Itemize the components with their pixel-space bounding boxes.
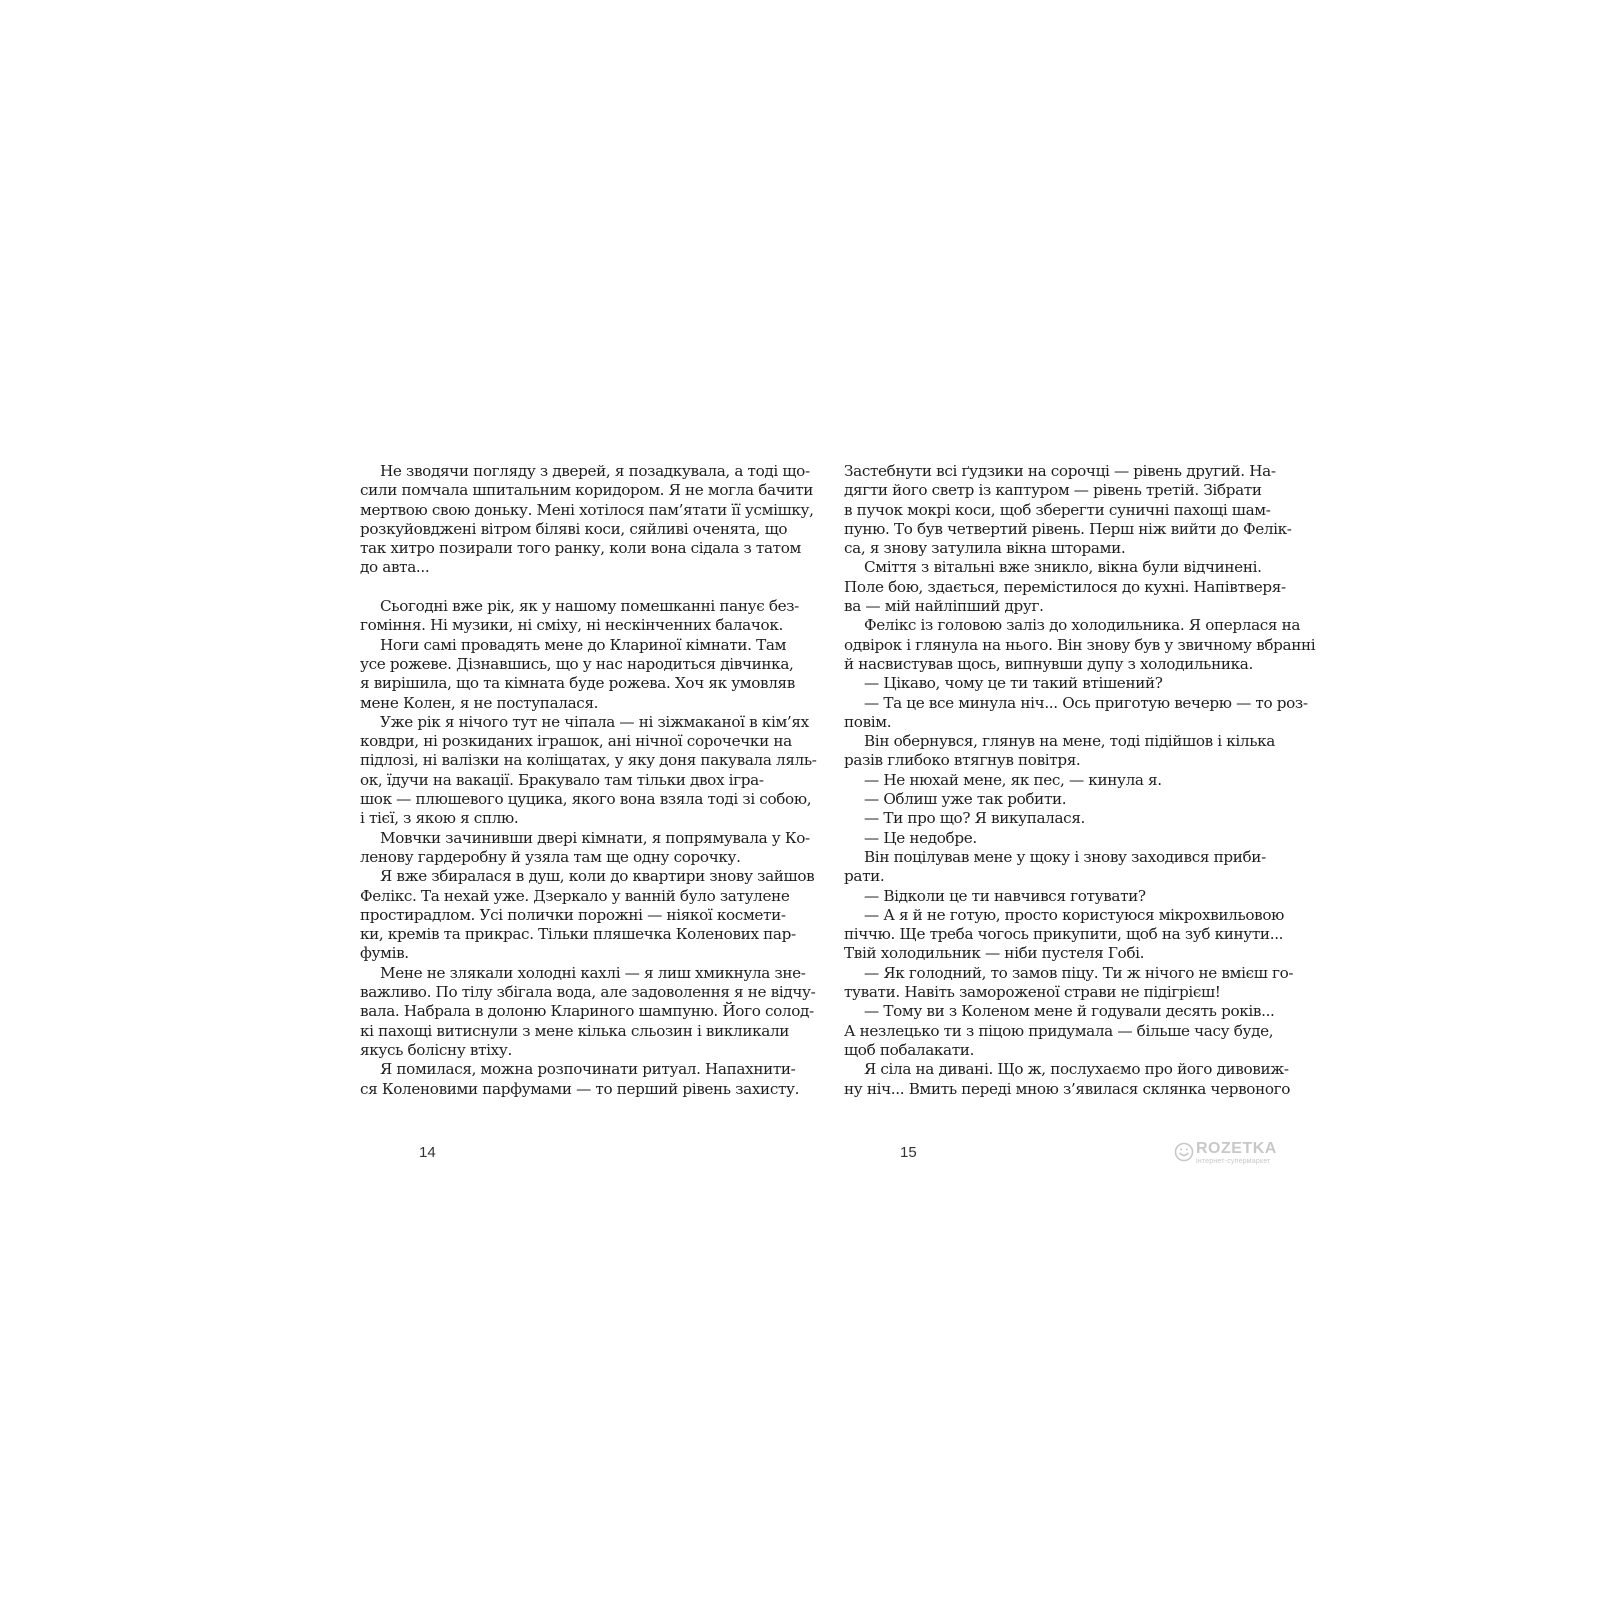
text-line: Не зводячи погляду з дверей, я позадкувала, а тоді що- (380, 462, 810, 480)
watermark-brand: ROZETKA (1196, 1140, 1277, 1157)
text-line: шок — плюшевого цуцика, якого вона взяла тоді зі собою, (360, 790, 812, 809)
text-line: Сміття з вітальні вже зникло, вікна були відчинені. (864, 558, 1262, 577)
text-line: Він поцілував мене у щоку і знову заходився приби- (864, 847, 1266, 866)
text-line: — А я й не готую, просто користуюся мікрохвильовою (864, 905, 1285, 924)
text-line: якусь болісну втіху. (360, 1040, 512, 1059)
text-line: са, я знову затулила вікна шторами. (844, 539, 1126, 558)
text-line: — Не нюхай мене, як пес, — кинула я. (864, 770, 1162, 789)
section-break (360, 578, 763, 597)
text-line: ок, їдучи на вакації. Бракувало там тільки двох ігра- (360, 770, 764, 789)
text-line: і тієї, з якою я сплю. (360, 809, 519, 828)
text-line: простирадлом. Усі полички порожні — ніякої космети- (360, 905, 786, 924)
text-line: щоб побалакати. (844, 1040, 975, 1059)
text-line: тувати. Навіть замороженої страви не підігрієш! (844, 983, 1221, 1002)
text-line: Фелікс. Та нехай уже. Дзеркало у ванній було затулене (360, 886, 790, 905)
text-line: — Та це все минула ніч... Ось приготую вечерю — то роз- (864, 693, 1308, 712)
text-line: ся Коленовими парфумами — то перший рівень захисту. (360, 1079, 800, 1098)
left-page-text (360, 462, 817, 1099)
smile-logo-icon (1174, 1142, 1194, 1162)
text-line: разів глибоко втягнув повітря. (844, 751, 1081, 770)
text-line: пуню. То був четвертий рівень. Перш ніж вийти до Фелік- (844, 519, 1292, 538)
text-line: одвірок і глянула на нього. Він знову був у звичному вбранні (844, 635, 1316, 654)
text-line: важливо. По тілу збігала вода, але задоволення я не відчу- (360, 983, 816, 1002)
text-line: Поле бою, здається, перемістилося до кухні. Напівтверя- (844, 577, 1286, 596)
text-line: я вирішила, що та кімната буде рожева. Хоч як умовляв (360, 674, 795, 693)
text-line: — Тому ви з Коленом мене й годували десять років... (864, 1002, 1275, 1021)
text-line: сили помчала шпитальним коридором. Я не могла бачити (360, 481, 814, 500)
text-line: — Облиш уже так робити. (864, 790, 1067, 809)
rozetka-watermark (1174, 1140, 1277, 1165)
page-number-right: 15 (900, 1144, 917, 1161)
text-line: Він обернувся, глянув на мене, тоді підійшов і кілька (864, 732, 1275, 751)
text-line: дягти його светр із каптуром — рівень третій. Зібрати (844, 481, 1262, 500)
text-line: підлозі, ні валізки на коліщатах, у яку доня пакувала ляль- (360, 751, 817, 770)
text-line: Я сіла на дивані. Що ж, послухаємо про його дивовиж- (864, 1060, 1289, 1079)
text-line: Фелікс із головою заліз до холодильника. Я оперлася на (864, 616, 1301, 635)
text-line: Ноги самі провадять мене до Клариної кімнати. Там (380, 635, 787, 654)
text-line: усе рожеве. Дізнавшись, що у нас народиться дівчинка, (360, 654, 794, 673)
text-line: до авта... (360, 558, 430, 577)
text-line: ки, кремів та прикрас. Тільки пляшечка Коленових пар- (360, 925, 796, 944)
text-line: мене Колен, я не поступалася. (360, 693, 599, 712)
text-line: — Цікаво, чому це ти такий втішений? (864, 674, 1163, 693)
text-line: Застебнути всі ґудзики на сорочці — рівень другий. На- (844, 462, 1276, 480)
text-line: піччю. Ще треба чогось прикупити, щоб на зуб кинути... (844, 925, 1284, 944)
right-page-text (844, 462, 1316, 1099)
text-line: кі пахощі витиснули з мене кілька сльозин і викликали (360, 1021, 790, 1040)
text-line: ну ніч... Вмить переді мною з’явилася склянка червоного (844, 1079, 1291, 1098)
text-line: Я помилася, можна розпочинати ритуал. Напахнити- (380, 1060, 796, 1079)
text-line: й насвистував щось, випнувши дупу з холодильника. (844, 654, 1253, 673)
text-line: гоміння. Ні музики, ні сміху, ні нескінченних балачок. (360, 616, 783, 635)
text-line: — Це недобре. (864, 828, 977, 847)
text-line: ва — мій найліпший друг. (844, 597, 1044, 616)
text-line: — Відколи це ти навчився готувати? (864, 886, 1146, 905)
text-line: Твій холодильник — ніби пустеля Гобі. (844, 944, 1145, 963)
text-line: розкуйовджені вітром біляві коси, сяйливі оченята, що (360, 519, 788, 538)
text-line: фумів. (360, 944, 409, 963)
text-line: рати. (844, 867, 885, 886)
text-line: повім. (844, 712, 892, 731)
text-line: А незлецько ти з піцою придумала — більше часу буде, (844, 1021, 1274, 1040)
text-line: мертвою свою доньку. Мені хотілося пам’ятати її усмішку, (360, 500, 814, 519)
text-line: так хитро позирали того ранку, коли вона сідала з татом (360, 539, 801, 558)
text-line: — Як голодний, то замов піцу. Ти ж нічого не вмієш го- (864, 963, 1294, 982)
text-line: Мене не злякали холодні кахлі — я лиш хмикнула зне- (380, 963, 806, 982)
text-line: Сьогодні вже рік, як у нашому помешканні панує без- (380, 597, 799, 616)
text-line: вала. Набрала в долоню Клариного шампуню. Його солод- (360, 1002, 814, 1021)
watermark-tagline: інтернет-супермаркет (1196, 1158, 1271, 1165)
text-line: Я вже збиралася в душ, коли до квартири знову зайшов (380, 867, 815, 886)
text-line: — Ти про що? Я викупалася. (864, 809, 1086, 828)
text-line: в пучок мокрі коси, щоб зберегти суничні пахощі шам- (844, 500, 1271, 519)
text-line: Мовчки зачинивши двері кімнати, я попрямувала у Ко- (380, 828, 810, 847)
text-line: Уже рік я нічого тут не чіпала — ні зіжмаканої в кім’ях (380, 712, 809, 731)
page-number-left: 14 (419, 1144, 436, 1161)
text-line: ковдри, ні розкиданих іграшок, ані нічної сорочечки на (360, 732, 792, 751)
text-line: ленову гардеробну й узяла там ще одну сорочку. (360, 847, 741, 866)
